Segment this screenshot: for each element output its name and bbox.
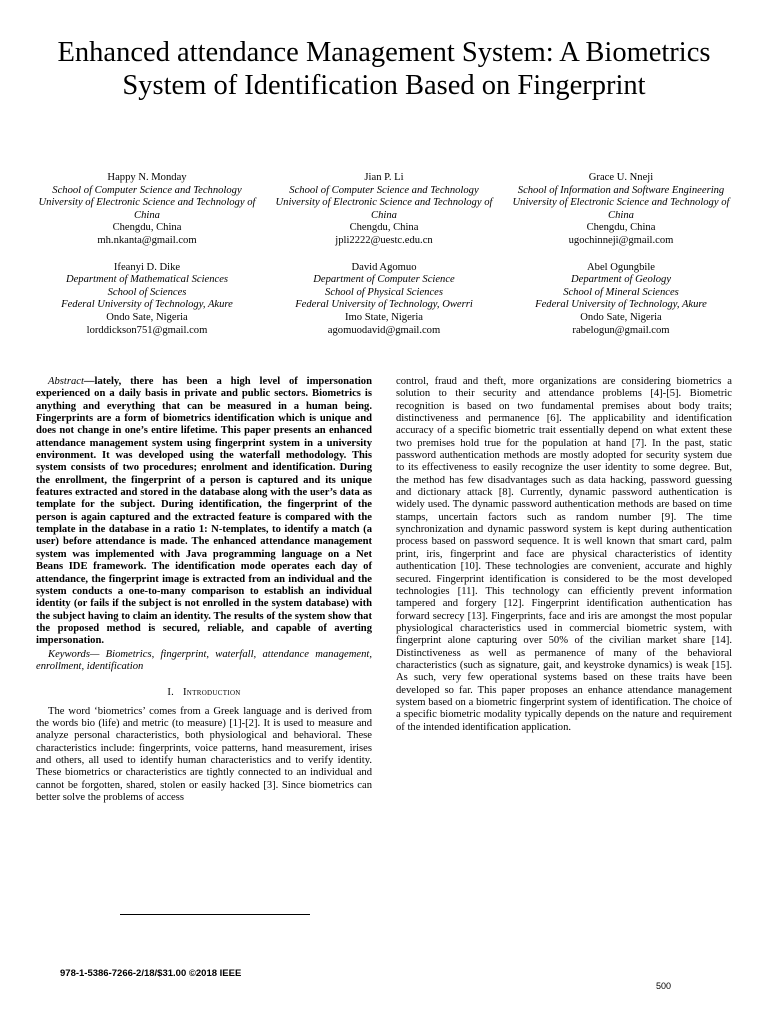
right-column bbox=[396, 376, 732, 734]
author-school: School of Sciences bbox=[107, 286, 187, 298]
author-email: rabelogun@gmail.com bbox=[572, 324, 670, 336]
author-row-1 bbox=[36, 172, 732, 248]
author-nneji bbox=[510, 172, 732, 248]
abstract-label: Abstract bbox=[48, 376, 84, 387]
author-dike bbox=[36, 262, 258, 338]
section-number: I. bbox=[167, 687, 175, 699]
author-ogungbile bbox=[510, 262, 732, 338]
author-city: Ondo Sate, Nigeria bbox=[580, 311, 662, 323]
author-name: Abel Ogungbile bbox=[587, 261, 655, 273]
footnote-rule bbox=[120, 914, 310, 915]
author-department: Department of Computer Science bbox=[313, 274, 455, 286]
author-university: University of Electronic Science and Technology of China bbox=[38, 197, 256, 221]
author-name: Grace U. Nneji bbox=[588, 172, 654, 183]
author-email: jpli2222@uestc.edu.cn bbox=[335, 234, 433, 246]
author-university: University of Electronic Science and Technology of China bbox=[275, 197, 493, 221]
body-paragraph: control, fraud and theft, more organizations are considering biometrics a solution to their security and attendance problems [4]-[5]. Biometric recognition is based on two fundamental premises about body traits; distinctiveness and permanence [6]. The applicability and identification accuracy of a specific biometric trait essentially depend on what extent these two premises hold true for the population at hand [7]. In the past, static password authentication methods are mostly adopted for security system due to its effectiveness to easily recognize the user identity to some degree. But, the method has few disadvantages such as data hacking, password guessing and dictionary attack [8]. Currently, dynamic password authentication is widely used. The dynamic password authentication methods are based on time stamps, uncertain factors such as random number [9]. The time synchronization and dynamic password system is kept during authentication process based on password sequence. It is well known that smart card, palm print, iris, fingerprint and face are physical characteristics of identity authentication [10]. These technologies are convenient, accurate and highly secured. Fingerprint identification is considered to be the most developed technologies [11]. This technology can efficiently prevent information tampered and forgery [12]. Fingerprint identification authentication has forward secrecy [13]. Fingerprints, face and iris are amongst the most popular physiological characteristics used in commercial biometric system, with fingerprint alone capturing over 50% of the civilian market share [14]. Distinctiveness as well as permanence of many of the behavioral characteristics (such as signature, gait, and keystroke dynamics) is weak [15]. As such, very few operational systems based on these traits have been developed so far. This paper proposes an enhance attendance management system based on a biometric fingerprint system of identification. The choice of a specific biometric modality typically depends on the nature and requirement of the intended identification application. bbox=[396, 376, 732, 733]
author-school: School of Computer Science and Technology bbox=[289, 184, 479, 196]
author-department: Department of Geology bbox=[570, 274, 672, 286]
author-agomuo bbox=[273, 262, 495, 338]
author-institution: Federal University of Technology, Owerri bbox=[295, 299, 473, 311]
author-institution: Federal University of Technology, Akure bbox=[61, 299, 233, 311]
author-city: Ondo Sate, Nigeria bbox=[106, 311, 188, 323]
footer-isbn: 978-1-5386-7266-2/18/$31.00 ©2018 IEEE bbox=[60, 968, 242, 979]
author-city: Imo State, Nigeria bbox=[345, 311, 423, 323]
author-row-2 bbox=[36, 262, 732, 338]
author-institution: Federal University of Technology, Akure bbox=[535, 299, 707, 311]
author-school: School of Information and Software Engineering bbox=[517, 184, 725, 196]
author-school: School of Physical Sciences bbox=[325, 286, 443, 298]
author-school: School of Computer Science and Technology bbox=[52, 184, 242, 196]
abstract bbox=[36, 376, 372, 648]
abstract-text: —lately, there has been a high level of impersonation experienced on a daily basis in private and public sectors. Biometrics is anything and everything that can be measured in a human being. Fingerprints are a form of biometrics identification which is unique and does not change in one’s entire lifetime. This paper presents an enhanced attendance management system using fingerprint system in a university environment. It was developed using the waterfall methodology. This system consists of two procedures; enrolment and identification. During the enrollment, the fingerprint of a person is captured and its unique features extracted and stored in the database along with the user’s data as template for the subject. During identification, the fingerprint of the person is again captured and the extracted feature is compared with the template in the database in a ratio 1: N-templates, to identify a match (a user) before attendance is made. The enhanced attendance management system was implemented with Java programming language on a Net Beans IDE framework. The identification mode operates each day of attendance, the fingerprint image is extracted from an individual and the system conducts a one-to-many comparison to establish an individual identity (or fails if the subject is not enrolled in the system database) with the subject having to claim an identity. The results of the system show that the proposed method is secured, reliable, and capable of averting impersonation. bbox=[36, 376, 372, 647]
author-name: Ifeanyi D. Dike bbox=[113, 261, 181, 273]
keywords: Keywords— Biometrics, fingerprint, waterfall, attendance management, enrollment, identification bbox=[36, 648, 372, 672]
author-university: University of Electronic Science and Technology of China bbox=[512, 197, 730, 221]
author-monday bbox=[36, 172, 258, 248]
left-column bbox=[36, 376, 372, 804]
section-title: Introduction bbox=[182, 687, 241, 699]
author-department: Department of Mathematical Sciences bbox=[65, 274, 229, 286]
author-name: Happy N. Monday bbox=[107, 172, 187, 183]
author-city: Chengdu, China bbox=[112, 222, 182, 234]
paper-title: Enhanced attendance Management System: A Biometrics System of Identification Based on Fingerprint bbox=[57, 37, 711, 101]
author-li bbox=[273, 172, 495, 248]
author-email: mh.nkanta@gmail.com bbox=[97, 234, 197, 246]
author-email: ugochinneji@gmail.com bbox=[568, 234, 674, 246]
author-block bbox=[36, 172, 732, 337]
page-number: 500 bbox=[656, 981, 672, 991]
author-name: David Agomuo bbox=[351, 261, 417, 273]
section-heading bbox=[36, 687, 372, 699]
author-email: agomuodavid@gmail.com bbox=[327, 324, 441, 336]
author-email: lorddickson751@gmail.com bbox=[86, 324, 208, 336]
author-name: Jian P. Li bbox=[364, 172, 404, 183]
author-city: Chengdu, China bbox=[349, 222, 419, 234]
author-city: Chengdu, China bbox=[586, 222, 656, 234]
intro-paragraph: The word ‘biometrics’ comes from a Greek language and is derived from the words bio (life) and metric (to measure) [1]-[2]. It is used to measure and analyze personal characteristics, both physiological and behavioral. These characteristics include: fingerprints, voice patterns, hand measurement, irises and others, all used to identify human characteristics and to verify identity. These biometrics or characteristics are tightly connected to an individual and cannot be forgotten, shared, stolen or easily hacked [3]. Since biometrics can better solve the problems of access bbox=[36, 705, 372, 803]
author-school: School of Mineral Sciences bbox=[563, 286, 679, 298]
